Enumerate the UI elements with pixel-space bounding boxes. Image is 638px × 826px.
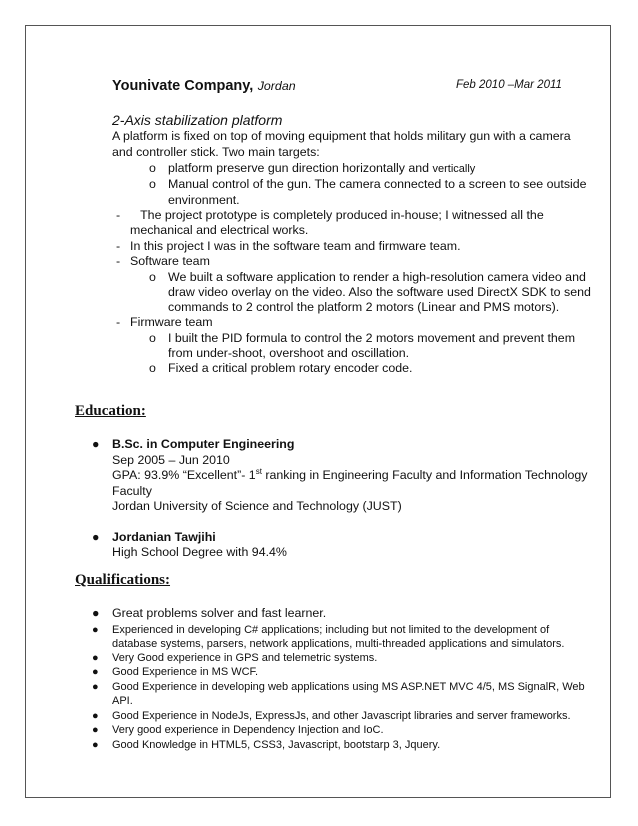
software-bullet: o xyxy=(149,270,156,284)
gpa-sup: st xyxy=(255,466,262,476)
gpa-post: ranking in Engineering Faculty and Information Technology xyxy=(261,468,588,482)
dash-item-1-line2: mechanical and electrical works. xyxy=(130,223,309,237)
software-line2: draw video overlay on the video. Also the software used DirectX SDK to send xyxy=(168,285,591,299)
software-line3: commands to 2 control the platform 2 motors (Linear and PMS motors). xyxy=(168,300,560,314)
target-bullet-2: o xyxy=(149,177,156,191)
firmware-b: Fixed a critical problem rotary encoder code. xyxy=(168,361,413,375)
tawjihi-title: Jordanian Tawjihi xyxy=(112,530,216,544)
firmware-a-line1: I built the PID formula to control the 2 motors movement and prevent them xyxy=(168,331,576,345)
qualification-5-line1: Good Experience in developing web applications using MS ASP.NET MVC 4/5, MS SignalR, Web xyxy=(112,681,585,693)
target-1-text: platform preserve gun direction horizontally and xyxy=(168,161,433,175)
bullet-dot: ● xyxy=(92,666,99,678)
dash-item-1-line1: The project prototype is completely produced in-house; I witnessed all the xyxy=(130,208,544,222)
firmware-bullet-1: o xyxy=(149,331,156,345)
gpa-pre: GPA: 93.9% “Excellent”- 1 xyxy=(112,468,256,482)
target-1 xyxy=(168,160,475,177)
bullet-dot: ● xyxy=(92,606,100,620)
dash-item-2: In this project I was in the software team and firmware team. xyxy=(130,239,461,253)
software-line1: We built a software application to render a high-resolution camera video and xyxy=(168,270,586,284)
job-header xyxy=(112,77,296,95)
bsc-dates: Sep 2005 – Jun 2010 xyxy=(112,453,230,467)
project-title: 2-Axis stabilization platform xyxy=(112,112,283,128)
target-bullet-1: o xyxy=(149,161,156,175)
education-heading: Education: xyxy=(75,403,146,419)
project-intro-line2: and controller stick. Two main targets: xyxy=(112,145,320,159)
bullet-dot: ● xyxy=(92,652,99,664)
project-intro-line1: A platform is fixed on top of moving equipment that holds military gun with a camera xyxy=(112,129,571,143)
tawjihi-desc: High School Degree with 94.4% xyxy=(112,545,287,559)
target-1-small: vertically xyxy=(432,163,476,175)
dash-item-software: Software team xyxy=(130,254,210,268)
qualification-7: Very good experience in Dependency Injection and IoC. xyxy=(112,724,384,736)
dash-bullet-4: - xyxy=(116,315,121,329)
bullet-dot: ● xyxy=(92,681,99,693)
qualification-2-line2: database systems, parsers, network applications, multi-threaded applications and simulators. xyxy=(112,638,565,650)
dash-bullet-2: - xyxy=(116,239,121,253)
firmware-a-line2: from under-shoot, overshoot and oscillation. xyxy=(168,346,410,360)
firmware-bullet-2: o xyxy=(149,361,156,375)
bullet-dot: ● xyxy=(92,739,99,751)
dash-bullet-1: - xyxy=(116,208,121,222)
target-2-line1: Manual control of the gun. The camera connected to a screen to see outside xyxy=(168,177,587,191)
target-2-line2: environment. xyxy=(168,193,240,207)
bullet-dot: ● xyxy=(92,724,99,736)
dash-bullet-3: - xyxy=(116,254,121,268)
gpa-line xyxy=(112,467,588,483)
qualifications-heading: Qualifications: xyxy=(75,572,171,588)
bullet-dot: ● xyxy=(92,530,100,544)
qualification-3: Very Good experience in GPS and telemetric systems. xyxy=(112,652,378,664)
qualification-2-line1: Experienced in developing C# applications; including but not limited to the development of xyxy=(112,624,550,636)
qualification-5-line2: API. xyxy=(112,695,133,707)
job-dates: Feb 2010 –Mar 2011 xyxy=(456,79,562,91)
bsc-title: B.Sc. in Computer Engineering xyxy=(112,437,295,451)
company-name: Younivate Company, xyxy=(112,78,254,94)
dash-item-firmware: Firmware team xyxy=(130,315,213,329)
qualification-6: Good Experience in NodeJs, ExpressJs, and other Javascript libraries and server frameworks. xyxy=(112,710,571,722)
university: Jordan University of Science and Technology (JUST) xyxy=(112,499,402,513)
qualification-8: Good Knowledge in HTML5, CSS3, Javascript, bootstarp 3, Jquery. xyxy=(112,739,441,751)
qualification-1: Great problems solver and fast learner. xyxy=(112,606,327,620)
bullet-dot: ● xyxy=(92,437,100,451)
bullet-dot: ● xyxy=(92,710,99,722)
bullet-dot: ● xyxy=(92,624,99,636)
gpa-line2: Faculty xyxy=(112,484,152,498)
qualification-4: Good Experience in MS WCF. xyxy=(112,666,259,678)
company-location: Jordan xyxy=(257,79,296,93)
